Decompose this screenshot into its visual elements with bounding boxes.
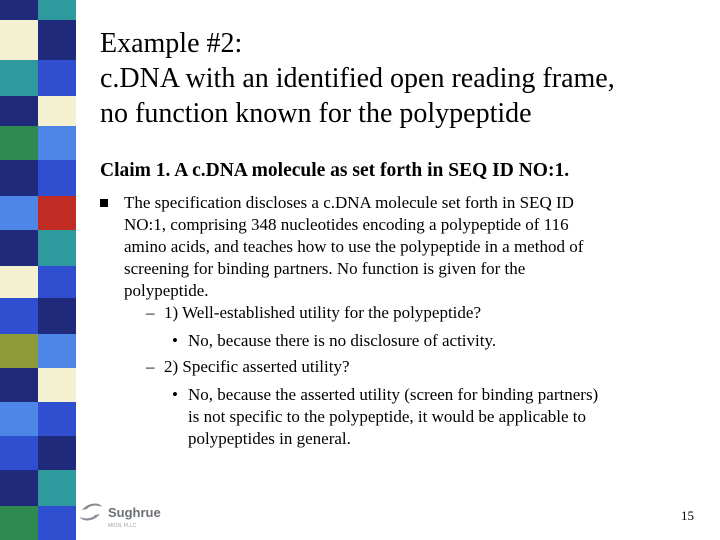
dot-bullet-icon: • — [172, 385, 178, 404]
stripe-tile — [38, 470, 76, 506]
sughrue-logo — [78, 496, 188, 530]
bullet-line: screening for binding partners. No function is given for the — [124, 259, 526, 278]
stripe-tile — [38, 402, 76, 436]
bullet-line: NO:1, comprising 348 nucleotides encoding a polypeptide of 116 — [124, 215, 569, 234]
bullet-line: amino acids, and teaches how to use the polypeptide in a method of — [124, 237, 584, 256]
stripe-tile — [0, 96, 38, 126]
stripe-tile — [38, 230, 76, 266]
answer-text: No, because the asserted utility (screen for binding partners) — [188, 385, 599, 404]
stripe-tile — [38, 60, 76, 96]
stripe-tile — [38, 126, 76, 160]
stripe-tile — [0, 470, 38, 506]
sub-point-label: 1) Well-established utility for the polypeptide? — [164, 303, 481, 322]
page-number: 15 — [681, 508, 694, 523]
stripe-tile — [0, 436, 38, 470]
stripe-tile — [0, 0, 38, 20]
stripe-tile — [0, 368, 38, 402]
bullet-text — [124, 192, 684, 302]
answer-continuation: polypeptides in general. — [188, 429, 351, 448]
stripe-tile — [0, 402, 38, 436]
stripe-tile — [38, 298, 76, 334]
stripe-tile — [38, 0, 76, 20]
stripe-tile — [38, 266, 76, 298]
stripe-tile — [0, 334, 38, 368]
answer-continuation: is not specific to the polypeptide, it would be applicable to — [188, 407, 586, 426]
title-line: no function known for the polypeptide — [100, 98, 532, 129]
dot-bullet-icon: • — [172, 331, 178, 350]
square-bullet-icon — [100, 199, 108, 207]
stripe-tile — [0, 298, 38, 334]
sub-point-1-answer — [172, 330, 496, 352]
bullet-line: polypeptide. — [124, 281, 209, 300]
dash-marker: – — [146, 303, 155, 322]
claim-text: Claim 1. A c.DNA molecule as set forth in SEQ ID NO:1. — [100, 160, 570, 181]
stripe-tile — [38, 506, 76, 540]
stripe-tile — [38, 160, 76, 196]
stripe-tile — [0, 230, 38, 266]
answer-text: No, because there is no disclosure of activity. — [188, 331, 497, 350]
stripe-tile — [0, 60, 38, 96]
stripe-tile — [38, 368, 76, 402]
stripe-tile — [0, 126, 38, 160]
dash-marker: – — [146, 357, 155, 376]
title-line: c.DNA with an identified open reading frame, — [100, 63, 615, 94]
stripe-tile — [38, 20, 76, 60]
sub-point-2 — [146, 356, 350, 378]
stripe-tile — [38, 334, 76, 368]
title-line: Example #2: — [100, 28, 243, 59]
decorative-stripe — [0, 0, 76, 540]
sub-point-label: 2) Specific asserted utility? — [164, 357, 350, 376]
stripe-tile — [0, 266, 38, 298]
logo-text: Sughrue — [108, 505, 161, 520]
sub-point-1 — [146, 302, 481, 324]
bullet-line: The specification discloses a c.DNA molecule set forth in SEQ ID — [124, 193, 574, 212]
stripe-tile — [0, 196, 38, 230]
logo-swoosh-icon — [82, 504, 102, 510]
sub-point-2-answer — [172, 384, 598, 406]
stripe-tile — [0, 506, 38, 540]
stripe-tile — [38, 96, 76, 126]
stripe-tile — [38, 436, 76, 470]
slide-title — [100, 26, 700, 131]
stripe-tile — [38, 196, 76, 230]
logo-tagline: MION, PLLC — [108, 523, 137, 529]
stripe-tile — [0, 20, 38, 60]
stripe-tile — [0, 160, 38, 196]
